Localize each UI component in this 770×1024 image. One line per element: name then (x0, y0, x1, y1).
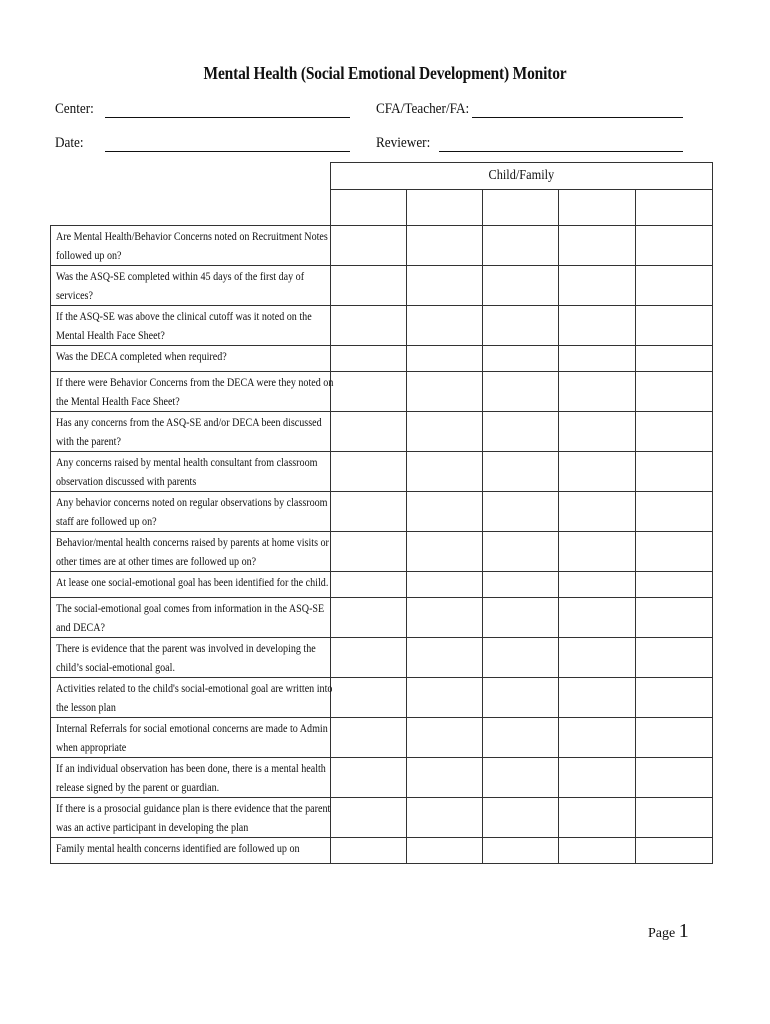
question-text (51, 598, 330, 637)
check-cell[interactable] (636, 638, 713, 678)
question-cell (51, 346, 331, 372)
check-cell[interactable] (407, 598, 483, 638)
check-cell[interactable] (483, 838, 559, 864)
question-line: staff are followed up on? (56, 514, 157, 528)
question-line: The social-emotional goal comes from information in the ASQ-SE (56, 601, 325, 615)
question-text (51, 452, 330, 491)
question-text (51, 306, 330, 345)
check-cell[interactable] (407, 266, 483, 306)
question-line: Any concerns raised by mental health consultant from classroom (56, 455, 318, 469)
check-cell[interactable] (331, 346, 407, 372)
check-cell[interactable] (483, 492, 559, 532)
question-row (51, 838, 713, 864)
check-cell[interactable] (559, 758, 636, 798)
check-cell[interactable] (559, 346, 636, 372)
page-number: Page 1 (648, 920, 689, 942)
check-cell[interactable] (331, 266, 407, 306)
question-line: If an individual observation has been done, there is a mental health (56, 761, 326, 775)
check-cell[interactable] (407, 346, 483, 372)
question-cell (51, 678, 331, 718)
question-line: followed up on? (56, 248, 122, 262)
question-cell (51, 532, 331, 572)
check-cell[interactable] (559, 718, 636, 758)
question-row (51, 492, 713, 532)
question-row (51, 306, 713, 346)
check-cell[interactable] (331, 412, 407, 452)
check-cell[interactable] (407, 638, 483, 678)
check-cell[interactable] (331, 598, 407, 638)
question-line: was an active participant in developing the plan (56, 820, 249, 834)
question-cell (51, 838, 331, 864)
question-line: and DECA? (56, 620, 105, 634)
check-cell[interactable] (636, 346, 713, 372)
question-cell (51, 758, 331, 798)
check-cell[interactable] (331, 532, 407, 572)
check-cell[interactable] (636, 226, 713, 266)
check-cell[interactable] (483, 346, 559, 372)
center-label: Center: (55, 101, 94, 117)
check-cell[interactable] (559, 492, 636, 532)
question-cell (51, 226, 331, 266)
question-line: observation discussed with parents (56, 474, 197, 488)
check-cell[interactable] (636, 266, 713, 306)
check-cell[interactable] (331, 638, 407, 678)
question-cell (51, 412, 331, 452)
check-cell[interactable] (483, 718, 559, 758)
check-cell[interactable] (483, 758, 559, 798)
question-row (51, 678, 713, 718)
question-cell (51, 372, 334, 412)
check-cell[interactable] (559, 226, 636, 266)
check-cell[interactable] (331, 678, 407, 718)
question-line: release signed by the parent or guardian. (56, 780, 220, 794)
question-line: Family mental health concerns identified are followed up on (56, 841, 300, 855)
check-cell[interactable] (559, 678, 636, 718)
question-text (51, 492, 330, 531)
check-cell[interactable] (636, 492, 713, 532)
question-line: If there were Behavior Concerns from the DECA were they noted on (56, 375, 334, 389)
check-cell[interactable] (483, 678, 559, 718)
check-cell[interactable] (331, 492, 407, 532)
question-line: other times are at other times are followed up on? (56, 554, 257, 568)
check-cell[interactable] (407, 412, 483, 452)
question-cell (51, 572, 331, 598)
question-line: the lesson plan (56, 700, 116, 714)
center-field[interactable] (105, 117, 350, 118)
check-cell[interactable] (331, 838, 407, 864)
date-field[interactable] (105, 151, 350, 152)
child-column-cell[interactable] (331, 190, 407, 226)
check-cell[interactable] (331, 718, 407, 758)
check-cell[interactable] (636, 372, 713, 412)
check-cell[interactable] (483, 412, 559, 452)
child-column-cell[interactable] (483, 190, 559, 226)
check-cell[interactable] (407, 758, 483, 798)
check-cell[interactable] (331, 758, 407, 798)
question-cell (51, 266, 331, 306)
question-cell (51, 492, 331, 532)
question-row (51, 532, 713, 572)
question-text (51, 798, 330, 837)
question-cell (51, 638, 331, 678)
question-line: Are Mental Health/Behavior Concerns noted on Recruitment Notes (56, 229, 328, 243)
check-cell[interactable] (407, 678, 483, 718)
check-cell[interactable] (636, 412, 713, 452)
child-column-cell[interactable] (636, 190, 713, 226)
question-line: Any behavior concerns noted on regular observations by classroom (56, 495, 328, 509)
check-cell[interactable] (559, 266, 636, 306)
check-cell[interactable] (559, 798, 636, 838)
check-cell[interactable] (407, 226, 483, 266)
cfa-teacher-fa-field[interactable] (472, 117, 683, 118)
question-row (51, 598, 713, 638)
check-cell[interactable] (483, 452, 559, 492)
check-cell[interactable] (483, 306, 559, 346)
question-line: Activities related to the child's social-emotional goal are written into (56, 681, 333, 695)
question-text (51, 678, 333, 717)
check-cell[interactable] (636, 532, 713, 572)
monitor-table (50, 162, 713, 864)
question-text (51, 638, 330, 677)
question-row (51, 718, 713, 758)
question-line: Behavior/mental health concerns raised by parents at home visits or (56, 535, 329, 549)
check-cell[interactable] (407, 492, 483, 532)
question-line: If there is a prosocial guidance plan is there evidence that the parent (56, 801, 331, 815)
check-cell[interactable] (407, 532, 483, 572)
check-cell[interactable] (559, 638, 636, 678)
check-cell[interactable] (636, 798, 713, 838)
question-row (51, 226, 713, 266)
check-cell[interactable] (636, 572, 713, 598)
question-row (51, 412, 713, 452)
check-cell[interactable] (483, 598, 559, 638)
check-cell[interactable] (559, 412, 636, 452)
question-text (51, 226, 330, 265)
question-cell (51, 452, 331, 492)
check-cell[interactable] (559, 838, 636, 864)
check-cell[interactable] (407, 798, 483, 838)
check-cell[interactable] (331, 226, 407, 266)
check-cell[interactable] (331, 372, 407, 412)
check-cell[interactable] (407, 452, 483, 492)
question-line: Was the DECA completed when required? (56, 349, 227, 363)
check-cell[interactable] (636, 718, 713, 758)
check-cell[interactable] (407, 838, 483, 864)
check-cell[interactable] (559, 306, 636, 346)
question-line: child’s social-emotional goal. (56, 660, 175, 674)
check-cell[interactable] (483, 226, 559, 266)
check-cell[interactable] (483, 798, 559, 838)
check-cell[interactable] (331, 798, 407, 838)
check-cell[interactable] (636, 598, 713, 638)
question-line: If the ASQ-SE was above the clinical cutoff was it noted on the (56, 309, 312, 323)
question-row (51, 452, 713, 492)
check-cell[interactable] (483, 372, 559, 412)
question-row (51, 372, 713, 412)
check-cell[interactable] (331, 306, 407, 346)
check-cell[interactable] (331, 572, 407, 598)
question-text (51, 718, 330, 757)
question-text (51, 372, 334, 411)
check-cell[interactable] (559, 572, 636, 598)
question-line: Was the ASQ-SE completed within 45 days of the first day of (56, 269, 305, 283)
check-cell[interactable] (636, 452, 713, 492)
check-cell[interactable] (559, 598, 636, 638)
question-cell (51, 306, 331, 346)
check-cell[interactable] (636, 838, 713, 864)
check-cell[interactable] (407, 572, 483, 598)
question-line: the Mental Health Face Sheet? (56, 394, 180, 408)
child-family-header: Child/Family (331, 163, 713, 190)
question-text (51, 758, 330, 797)
question-line: There is evidence that the parent was involved in developing the (56, 641, 316, 655)
check-cell[interactable] (636, 306, 713, 346)
corner-cell (51, 190, 331, 226)
question-text (51, 532, 330, 571)
question-cell (51, 598, 331, 638)
check-cell[interactable] (559, 532, 636, 572)
child-column-cell[interactable] (559, 190, 636, 226)
question-line: Mental Health Face Sheet? (56, 328, 165, 342)
question-row (51, 798, 713, 838)
check-cell[interactable] (331, 452, 407, 492)
question-text (51, 266, 330, 305)
question-text (51, 572, 330, 592)
reviewer-field[interactable] (439, 151, 683, 152)
check-cell[interactable] (559, 372, 636, 412)
question-line: At lease one social-emotional goal has been identified for the child. (56, 575, 329, 589)
check-cell[interactable] (636, 678, 713, 718)
question-line: services? (56, 288, 93, 302)
question-line: when appropriate (56, 740, 127, 754)
date-label: Date: (55, 135, 84, 151)
question-row (51, 758, 713, 798)
check-cell[interactable] (483, 266, 559, 306)
check-cell[interactable] (483, 638, 559, 678)
question-line: Internal Referrals for social emotional concerns are made to Admin (56, 721, 328, 735)
check-cell[interactable] (407, 306, 483, 346)
check-cell[interactable] (407, 372, 483, 412)
check-cell[interactable] (636, 758, 713, 798)
question-line: Has any concerns from the ASQ-SE and/or DECA been discussed (56, 415, 322, 429)
child-column-cell[interactable] (407, 190, 483, 226)
check-cell[interactable] (407, 718, 483, 758)
reviewer-label: Reviewer: (376, 135, 431, 151)
question-text (51, 346, 330, 366)
cfa-teacher-fa-label: CFA/Teacher/FA: (376, 101, 470, 117)
question-line: with the parent? (56, 434, 121, 448)
corner-cell (51, 163, 331, 190)
check-cell[interactable] (559, 452, 636, 492)
question-row (51, 638, 713, 678)
check-cell[interactable] (483, 532, 559, 572)
child-name-row (51, 190, 713, 226)
question-row (51, 346, 713, 372)
page-title: Mental Health (Social Emotional Development) Monitor (203, 63, 567, 83)
check-cell[interactable] (483, 572, 559, 598)
header-row (51, 163, 713, 190)
question-text (51, 838, 330, 858)
question-text (51, 412, 330, 451)
question-row (51, 266, 713, 306)
question-row (51, 572, 713, 598)
question-cell (51, 718, 331, 758)
question-cell (51, 798, 331, 838)
